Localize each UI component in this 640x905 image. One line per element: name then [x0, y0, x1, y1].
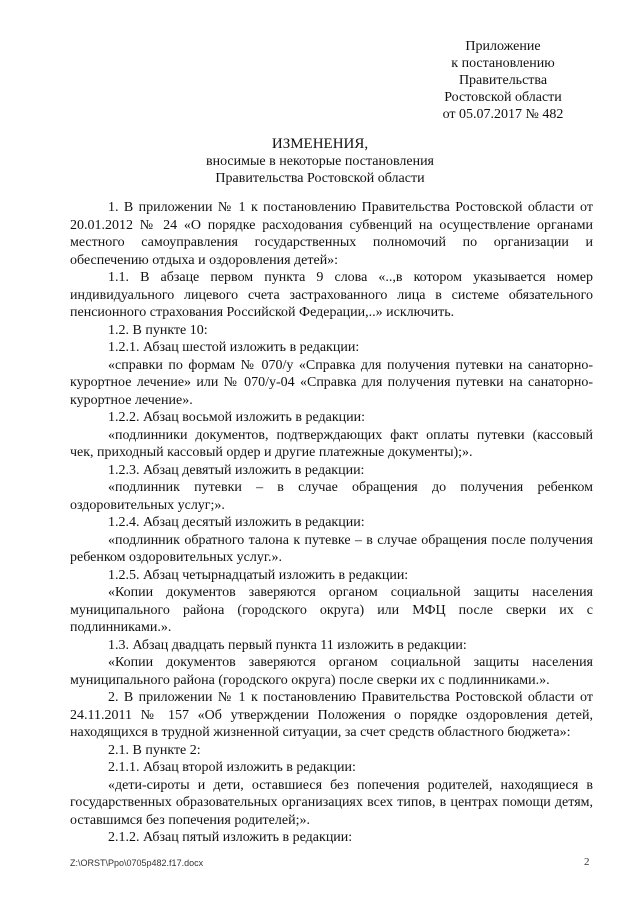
body-paragraph: 2. В приложении № 1 к постановлению Правительства Ростовской области от 24.11.2011 № 157 «Об утверждении Положения о порядке оздоровления детей, находящихся в трудной жизненной ситуации, за счет средств областного бюджета»: — [70, 690, 593, 740]
title-subtitle-line-1: вносимые в некоторые постановления — [205, 154, 434, 169]
body-paragraph: «подлинник путевки – в случае обращения до получения ребенком оздоровительных услуг;». — [70, 480, 593, 513]
body-paragraph: 1.2.3. Абзац девятый изложить в редакции: — [108, 462, 365, 478]
body-paragraph: 2.1.1. Абзац второй изложить в редакции: — [108, 760, 356, 775]
body-paragraph: 1. В приложении № 1 к постановлению Правительства Ростовской области от 20.01.2012 № 24 «О порядке расходования субвенций на осуществление органами местного самоуправления государственных полномочий по организации и обеспечению отдыха и оздоровления детей»: — [70, 200, 593, 268]
title-main: ИЗМЕНЕНИЯ, — [271, 136, 369, 152]
body-paragraph: 1.2.4. Абзац десятый изложить в редакции: — [108, 515, 365, 530]
body-paragraph: 2.1.2. Абзац пятый изложить в редакции: — [108, 830, 353, 845]
document-title — [120, 136, 520, 187]
body-paragraph: «Копии документов заверяются органом социальной защиты населения муниципального района (городского округа) или МФЦ после сверки их с подлинниками.». — [70, 585, 593, 635]
appendix-line: к постановлению — [451, 56, 555, 71]
body-paragraph: «Копии документов заверяются органом социальной защиты населения муниципального района (городского округа) после сверки их с подлинниками.». — [70, 655, 593, 688]
body-paragraph: «справки по формам № 070/у «Справка для получения путевки на санаторно-курортное лечение» или № 070/у-04 «Справка для получения путевки на санаторно-курортное лечение». — [70, 357, 593, 408]
body-paragraph: 1.1. В абзаце первом пункта 9 слова «..,в котором указывается номер индивидуального лицевого счета застрахованного лица в системе обязательного пенсионного страхования Российской Федерации,..» исключить. — [70, 270, 593, 320]
body-paragraph: 1.2. В пункте 10: — [108, 322, 208, 338]
appendix-line: Приложение — [465, 39, 541, 54]
body-paragraph: «подлинник обратного талона к путевке – в случае обращения после получения ребенком оздоровительных услуг.». — [70, 532, 593, 565]
title-subtitle-line-2: Правительства Ростовской области — [215, 171, 425, 186]
body-paragraph: 1.2.5. Абзац четырнадцатый изложить в редакции: — [108, 567, 409, 583]
body-paragraph: 1.3. Абзац двадцать первый пункта 11 изложить в редакции: — [108, 637, 467, 653]
body-paragraph: 1.2.2. Абзац восьмой изложить в редакции: — [108, 410, 366, 425]
page-number: 2 — [584, 856, 590, 868]
body-paragraph: «подлинники документов, подтверждающих факт оплаты путевки (кассовый чек, приходный кассовый ордер и другие платежные документы);». — [70, 427, 593, 460]
appendix-line: Правительства — [458, 73, 548, 88]
document-body — [70, 199, 593, 847]
body-paragraph: 1.2.1. Абзац шестой изложить в редакции: — [108, 340, 360, 355]
footer-file-path: Z:\ORST\Ppo\0705p482.f17.docx — [70, 858, 204, 868]
appendix-header — [428, 38, 578, 123]
body-paragraph: 2.1. В пункте 2: — [108, 742, 201, 758]
appendix-line: от 05.07.2017 № 482 — [442, 107, 564, 122]
appendix-line: Ростовской области — [444, 90, 562, 105]
body-paragraph: «дети-сироты и дети, оставшиеся без попечения родителей, находящиеся в государственных образовательных организациях всех типов, в центрах помощи детям, оставшимся без попечения родителей;». — [70, 777, 593, 828]
